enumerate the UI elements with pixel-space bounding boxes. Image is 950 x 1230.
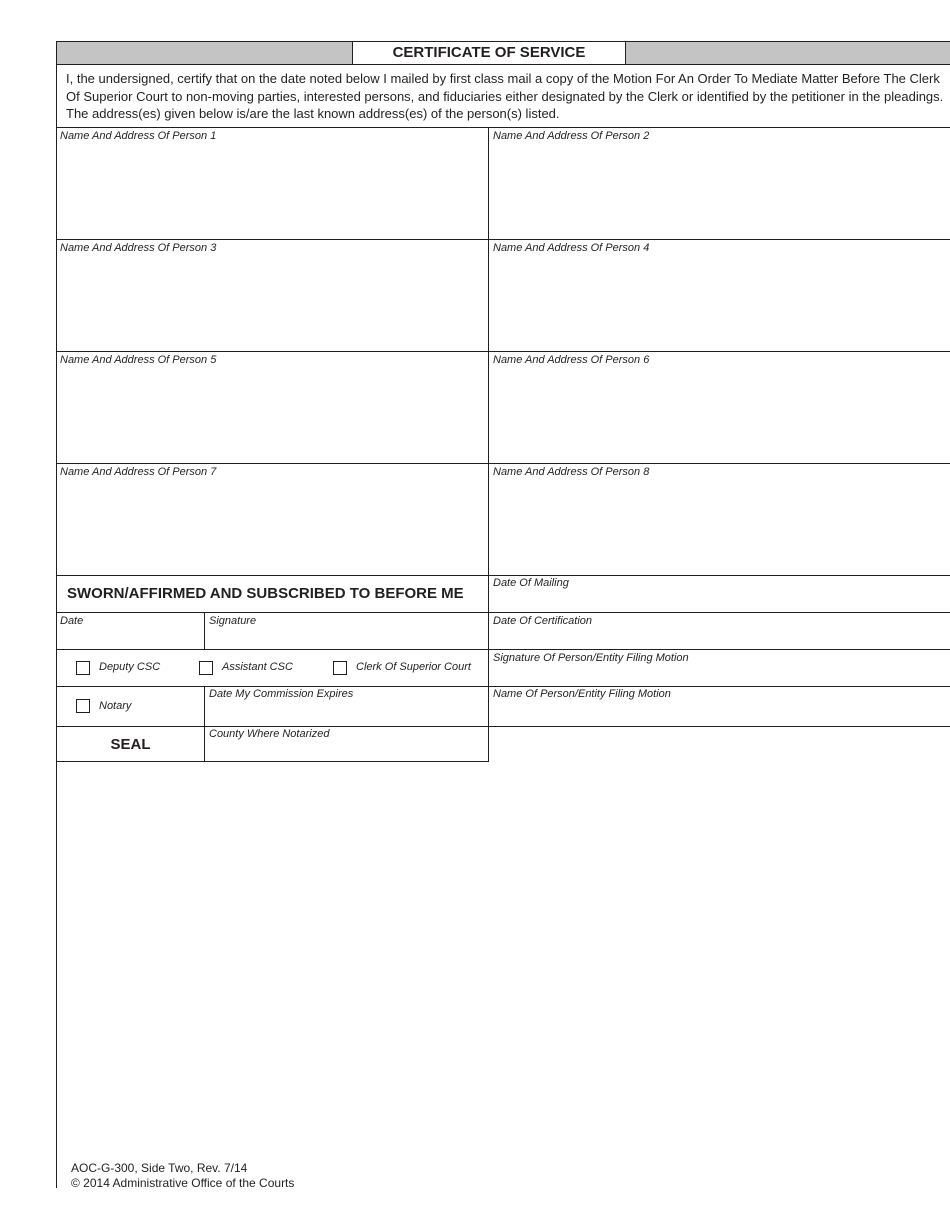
sworn-heading: SWORN/AFFIRMED AND SUBSCRIBED TO BEFORE ME	[67, 585, 464, 602]
filer-signature-label: Signature Of Person/Entity Filing Motion	[493, 652, 689, 664]
person-6-label: Name And Address Of Person 6	[493, 354, 650, 366]
seal-label: SEAL	[110, 736, 151, 753]
county-notarized-field[interactable]	[205, 727, 488, 761]
header-top-rule	[56, 41, 950, 42]
sworn-signature-label: Signature	[209, 615, 257, 627]
date-of-certification-label: Date Of Certification	[493, 615, 593, 627]
person-3-label: Name And Address Of Person 3	[60, 242, 217, 254]
date-of-mailing-label: Date Of Mailing	[493, 577, 569, 589]
assistant-csc-checkbox[interactable]	[199, 661, 213, 675]
header-divider-right	[625, 41, 626, 65]
person-5-label: Name And Address Of Person 5	[60, 354, 217, 366]
person-2-field[interactable]	[489, 128, 950, 239]
person-8-field[interactable]	[489, 464, 950, 575]
sworn-date-field[interactable]	[57, 613, 204, 649]
person-6-field[interactable]	[489, 352, 950, 463]
page-title: CERTIFICATE OF SERVICE	[392, 44, 586, 61]
person-7-field[interactable]	[57, 464, 488, 575]
assistant-csc-label: Assistant CSC	[222, 661, 293, 673]
person-3-field[interactable]	[57, 240, 488, 351]
person-4-field[interactable]	[489, 240, 950, 351]
form-id: AOC-G-300, Side Two, Rev. 7/14	[71, 1161, 248, 1175]
deputy-csc-checkbox[interactable]	[76, 661, 90, 675]
filer-signature-field[interactable]	[489, 650, 950, 686]
header-bottom-rule	[56, 64, 950, 65]
person-7-label: Name And Address Of Person 7	[60, 466, 217, 478]
header-gray-right	[626, 42, 950, 64]
date-of-certification-field[interactable]	[489, 613, 950, 649]
certification-statement: I, the undersigned, certify that on the date noted below I mailed by first class mail a copy of the Motion For An Order To Mediate Matter Before The Clerk Of Superior Court to non-moving parties, interested persons, and fiduciaries either designated by the Clerk or identified by the petitioner in the pleadings. The address(es) given below is/are the last known address(es) of the person(s) listed.	[66, 71, 944, 121]
person-5-field[interactable]	[57, 352, 488, 463]
clerk-superior-court-label: Clerk Of Superior Court	[356, 661, 471, 673]
filer-name-field[interactable]	[489, 687, 950, 726]
person-8-label: Name And Address Of Person 8	[493, 466, 650, 478]
deputy-csc-label: Deputy CSC	[99, 661, 161, 673]
date-of-mailing-field[interactable]	[489, 576, 950, 612]
commission-expires-label: Date My Commission Expires	[209, 688, 354, 700]
row-rule-9	[56, 761, 489, 762]
person-1-field[interactable]	[57, 128, 488, 239]
clerk-superior-court-checkbox[interactable]	[333, 661, 347, 675]
county-notarized-label: County Where Notarized	[209, 728, 330, 740]
person-1-label: Name And Address Of Person 1	[60, 130, 217, 142]
person-2-label: Name And Address Of Person 2	[493, 130, 650, 142]
header-gray-left	[57, 42, 353, 64]
commission-expires-field[interactable]	[205, 687, 488, 726]
notary-label: Notary	[99, 700, 132, 712]
row-rule-8	[56, 726, 950, 727]
person-4-label: Name And Address Of Person 4	[493, 242, 650, 254]
copyright: © 2014 Administrative Office of the Courts	[71, 1176, 295, 1190]
sworn-date-label: Date	[60, 615, 84, 627]
filer-name-label: Name Of Person/Entity Filing Motion	[493, 688, 671, 700]
sworn-signature-field[interactable]	[205, 613, 488, 649]
notary-checkbox[interactable]	[76, 699, 90, 713]
